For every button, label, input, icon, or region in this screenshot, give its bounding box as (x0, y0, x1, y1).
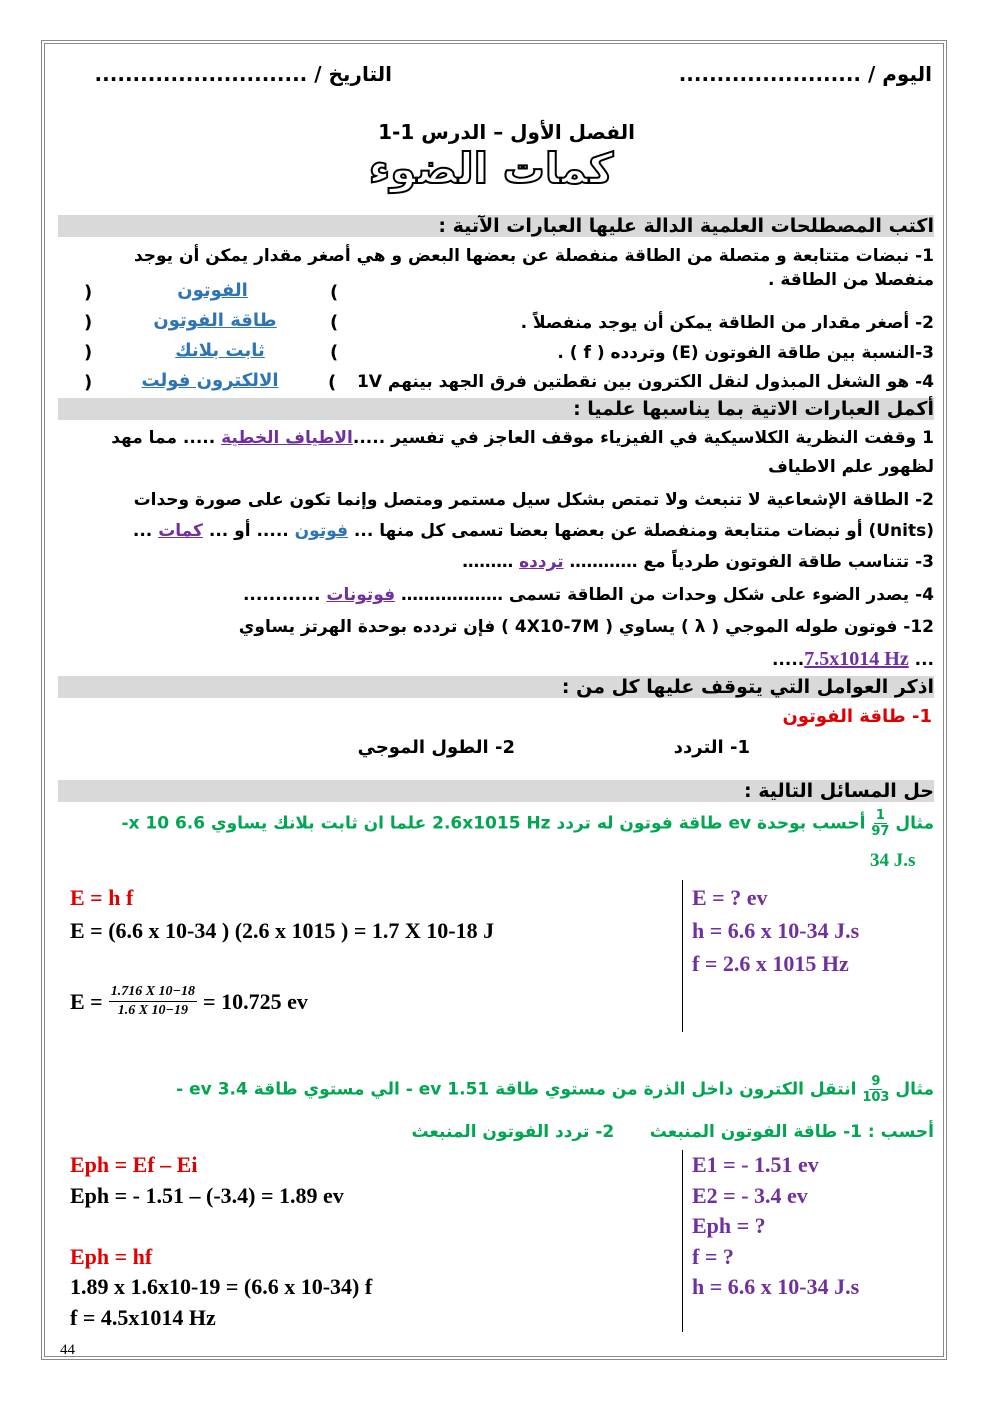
chapter-title: الفصل الأول – الدرس 1-1 (378, 120, 635, 144)
paren-close-4: ) (84, 372, 93, 393)
answer-photon-2: فوتون (294, 521, 349, 541)
section4-heading: حل المسائل التالية : (58, 780, 934, 802)
factor-wavelength: 2- الطول الموجي (357, 737, 515, 758)
paren-open-2: ( (330, 312, 339, 333)
answer-planck: ثابت بلانك (175, 340, 265, 361)
example1-fraction: $\frac{1}{97}$ (871, 808, 890, 839)
section1-heading: اكتب المصطلحات العلمية الدالة عليها العبارات الآتية : (58, 215, 934, 237)
day-field: اليوم / ........................ (678, 62, 932, 86)
answer-frequency: تردده (519, 552, 564, 572)
answer-quanta: كمات (158, 521, 203, 541)
ex1-conversion: E = $\frac{1.716 X 10-18}{1.6 X 10-19}$ = 10.725 ev (70, 984, 308, 1018)
paren-close-1: ) (84, 282, 93, 303)
paren-close-2: ) (84, 312, 93, 333)
s2-sentence1: 1 وقفت النظرية الكلاسيكية في الفيزياء موقف العاجز في تفسير .....الاطياف الخطية ..... مما مهد (111, 428, 934, 448)
s1-item2: 2- أصغر مقدار من الطاقة يمكن أن يوجد منفصلاً . (520, 313, 934, 333)
ex1-given-h: h = 6.6 x 10-34 J.s (692, 918, 860, 943)
answer-photon-energy: طاقة الفوتون (153, 310, 277, 331)
section2-heading: أكمل العبارات الاتية بما يناسبها علميا : (58, 398, 934, 420)
ex1-given-f: f = 2.6 x 1015 Hz (692, 951, 849, 976)
s1-item1-line1: 1- نبضات متتابعة و متصلة من الطاقة منفصلة عن بعضها البعض و هي أصغر مقدار يمكن أن يوجد (133, 246, 934, 266)
s2-sentence12: 12- فوتون طوله الموجي ( λ ) يساوي ( 4X10-7M ) فإن تردده بوحدة الهرتز يساوي (238, 617, 934, 637)
ex2-result: f = 4.5x1014 Hz (70, 1305, 216, 1330)
ex2-formula2: Eph = hf (70, 1244, 153, 1269)
answer-electron-volt: الالكترون فولت (141, 370, 279, 391)
section3-heading: اذكر العوامل التي يتوقف عليها كل من : (58, 676, 934, 698)
factor-frequency: 1- التردد (673, 737, 750, 758)
example2-statement: مثال $\frac{9}{103}$ انتقل الكترون داخل الذرة من مستوي طاقة 1.51 ev - الي مستوي طاقة 3.4 ev - (176, 1074, 934, 1105)
ex2-calc2: 1.89 x 1.6x10-19 = (6.6 x 10-34) f (70, 1274, 373, 1299)
answer-frequency-value: 7.5x1014 Hz (804, 648, 909, 670)
ex2-given-E1: E1 = - 1.51 ev (692, 1152, 819, 1177)
s1-item4: 4- هو الشغل المبذول لنقل الكترون بين نقطتين فرق الجهد بينهم 1V (356, 372, 934, 392)
paren-close-3: ) (84, 342, 93, 363)
ex2-given-f: f = ? (692, 1244, 734, 1269)
paren-open-1: ( (330, 282, 339, 303)
ex1-divider (682, 880, 683, 1032)
s2-sentence4: 4- يصدر الضوء على شكل وحدات من الطاقة تسمى ……………… فوتونات ............ (242, 585, 934, 605)
s2-sentence12-answer-line: ... 7.5x1014 Hz..... (771, 648, 934, 670)
lesson-title: كمات الضوء (368, 144, 614, 193)
example2-requirements: أحسب : 1- طاقة الفوتون المنبعث 2- تردد الفوتون المنبعث (411, 1122, 934, 1142)
paren-open-4: ( (328, 372, 337, 393)
page-number: 44 (60, 1342, 75, 1358)
paren-open-3: ( (330, 342, 339, 363)
example2-fraction: $\frac{9}{103}$ (862, 1074, 890, 1105)
ex2-calc1: Eph = - 1.51 – (-3.4) = 1.89 ev (70, 1183, 344, 1208)
ex2-formula1: Eph = Ef – Ei (70, 1152, 198, 1177)
ex2-given-h: h = 6.6 x 10-34 J.s (692, 1274, 860, 1299)
ex2-divider (682, 1150, 683, 1332)
s2-sentence2-line1: 2- الطاقة الإشعاعية لا تنبعث ولا تمتص بشكل سيل مستمر ومتصل وإنما تكون على صورة وحدات (133, 490, 934, 510)
s1-item1-line2: منفصلا من الطاقة . (768, 270, 934, 290)
example1-statement-end: 34 J.s (870, 850, 916, 871)
answer-photons: فوتونات (326, 585, 396, 605)
ex1-given-E: E = ? ev (692, 885, 768, 910)
s2-sentence1-line2: لظهور علم الاطياف (768, 457, 934, 477)
s2-sentence2-line2: (Units) أو نبضات متتابعة ومنفصلة عن بعضها بعضا تسمى كل منها ... فوتون ..... أو ... كمات ... (132, 521, 934, 541)
date-field: التاريخ / ............................ (94, 62, 392, 86)
ex1-formula: E = h f (70, 885, 134, 910)
ex2-given-Eph: Eph = ? (692, 1213, 766, 1238)
answer-line-spectra: الاطياف الخطية (221, 428, 353, 448)
s3-subtitle: 1- طاقة الفوتون (782, 706, 932, 727)
s1-item3: 3-النسبة بين طاقة الفوتون (E) وتردده ( f ) . (557, 343, 934, 363)
s2-sentence3: 3- تتناسب طاقة الفوتون طردياً مع ………… تردده ……… (462, 552, 934, 572)
answer-photon: الفوتون (177, 280, 248, 301)
ex1-calc: E = (6.6 x 10-34 ) (2.6 x 1015 ) = 1.7 X 10-18 J (70, 918, 495, 943)
ex2-given-E2: E2 = - 3.4 ev (692, 1183, 808, 1208)
example1-statement: مثال $\frac{1}{97}$ أحسب بوحدة ev طاقة فوتون له تردد 2.6x1015 Hz علما ان ثابت بلانك يساوي 6.6 x 10- (121, 808, 934, 839)
